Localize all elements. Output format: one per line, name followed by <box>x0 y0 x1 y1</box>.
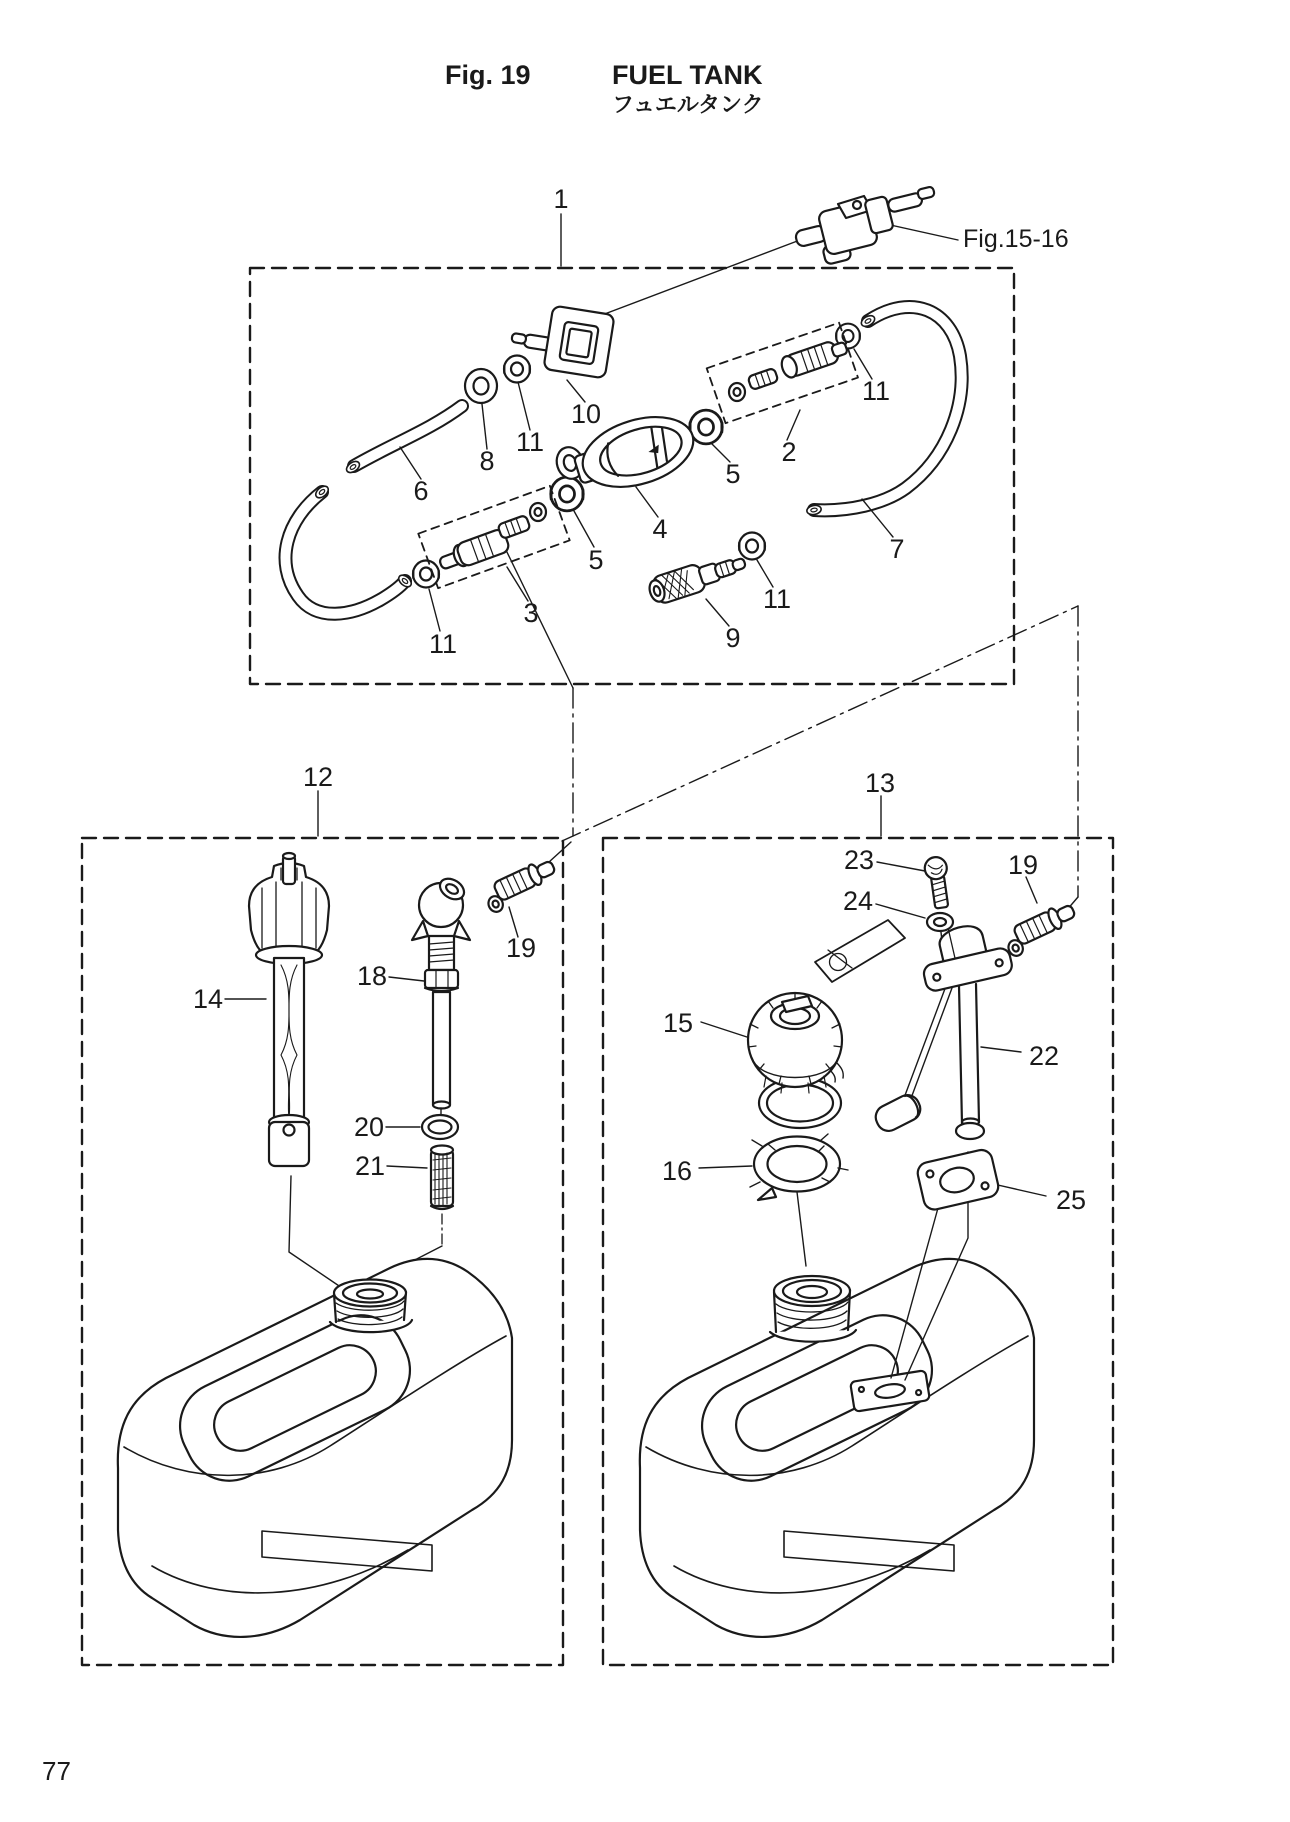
callout-11-c: 11 <box>428 629 458 659</box>
fuel-hose-7-drawing <box>806 307 962 516</box>
callout-25: 25 <box>1055 1185 1087 1215</box>
callout-18: 18 <box>356 961 388 991</box>
nut-11-a-drawing <box>504 356 530 383</box>
callout-5-a: 5 <box>725 459 741 489</box>
instruction-sticker-drawing <box>815 920 905 982</box>
fitting-19-b-drawing <box>1000 900 1080 958</box>
page-number: 77 <box>42 1756 71 1786</box>
callout-23: 23 <box>843 845 875 875</box>
callout-21: 21 <box>354 1151 386 1181</box>
connector-9-drawing <box>646 549 749 606</box>
callout-11-b: 11 <box>861 376 891 406</box>
fuel-tank-left-drawing <box>118 1259 512 1637</box>
cap-15-drawing <box>748 993 843 1128</box>
callout-2: 2 <box>781 437 797 467</box>
joint-3-drawing <box>418 486 569 588</box>
callout-22: 22 <box>1028 1041 1060 1071</box>
callout-19-a: 19 <box>505 933 537 963</box>
assembly-connection-lines <box>505 548 1078 911</box>
callout-24: 24 <box>842 886 874 916</box>
callout-19-b: 19 <box>1007 850 1039 880</box>
nut-11-c-drawing <box>413 561 439 588</box>
callout-11-d: 11 <box>762 584 792 614</box>
callout-9: 9 <box>725 623 741 653</box>
sender-22-drawing <box>872 917 1014 1139</box>
grommet-8-drawing <box>465 369 497 403</box>
callout-13: 13 <box>864 768 896 798</box>
callout-14: 14 <box>192 984 224 1014</box>
callout-8: 8 <box>479 446 495 476</box>
screw-23-drawing <box>923 856 952 910</box>
reference-note: Fig.15-16 <box>963 225 1069 253</box>
callout-5-b: 5 <box>588 545 604 575</box>
callout-20: 20 <box>353 1112 385 1142</box>
fitting-19-a-drawing <box>480 842 571 914</box>
figure-title-ja: フュエルタンク <box>612 92 764 117</box>
callout-1: 1 <box>553 184 569 214</box>
callout-16: 16 <box>661 1156 693 1186</box>
pickup-pipe-18-drawing <box>412 874 470 1116</box>
o-ring-20-drawing <box>422 1115 458 1139</box>
gauge-cap-14-drawing <box>249 853 348 1292</box>
engine-connector-drawing <box>594 186 958 318</box>
gasket-25-drawing <box>916 1148 1001 1212</box>
fuel-tank-right-drawing <box>640 1152 1034 1637</box>
callout-10: 10 <box>570 399 602 429</box>
callout-15: 15 <box>662 1008 694 1038</box>
nut-5-a-drawing <box>690 410 723 444</box>
callout-4: 4 <box>652 514 668 544</box>
figure-number: Fig. 19 <box>445 60 531 90</box>
nut-11-d-drawing <box>739 533 765 560</box>
callout-11-a: 11 <box>515 427 545 457</box>
nut-5-b-drawing <box>551 477 584 511</box>
callout-6: 6 <box>413 476 429 506</box>
callout-12: 12 <box>302 762 334 792</box>
callout-3: 3 <box>523 598 539 628</box>
callout-7: 7 <box>889 534 905 564</box>
lock-ring-16-drawing <box>750 1134 848 1200</box>
figure-title: FUEL TANK <box>612 60 763 90</box>
